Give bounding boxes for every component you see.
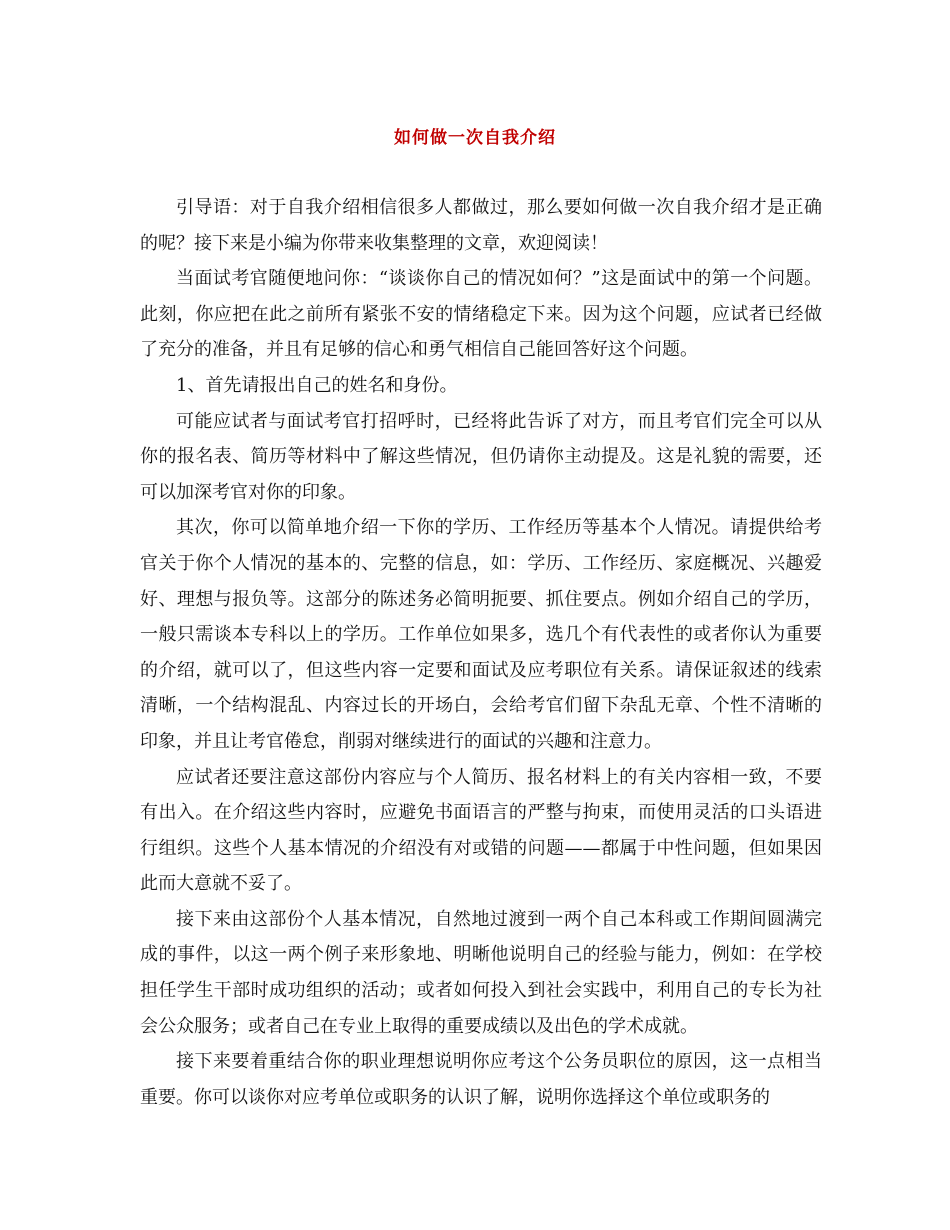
paragraph-motivation: 接下来要着重结合你的职业理想说明你应考这个公务员职位的原因，这一点相当重要。你可以谈你对应考单位或职务的认识了解，说明你选择这个单位或职务的 — [140, 1051, 822, 1108]
document-body — [140, 190, 822, 1115]
paragraph-examples: 接下来由这部份个人基本情况，自然地过渡到一两个自己本科或工作期间圆满完成的事件，以这一两个例子来形象地、明晰他说明自己的经验与能力，例如：在学校担任学生干部时成功组织的活动；或者如何投入到社会实践中，利用自己的专长为社会公众服务；或者自己在专业上取得的重要成绩以及出色的学术成就。 — [140, 908, 822, 1037]
document-title: 如何做一次自我介绍 — [394, 128, 556, 148]
paragraph-consistency: 应试者还要注意这部份内容应与个人简历、报名材料上的有关内容相一致，不要有出入。在介绍这些内容时，应避免书面语言的严整与拘束，而使用灵活的口头语进行组织。这些个人基本情况的介绍没有对或错的问题——都属于中性问题，但如果因此而大意就不妥了。 — [140, 766, 822, 895]
paragraph-greeting: 可能应试者与面试考官打招呼时，已经将此告诉了对方，而且考官们完全可以从你的报名表、简历等材料中了解这些情况，但仍请你主动提及。这是礼貌的需要，还可以加深考官对你的印象。 — [140, 410, 822, 503]
paragraph-first-question: 当面试考官随便地问你：“谈谈你自己的情况如何？”这是面试中的第一个问题。此刻，你应把在此之前所有紧张不安的情绪稳定下来。因为这个问题，应试者已经做了充分的准备，并且有足够的信心和勇气相信自己能回答好这个问题。 — [140, 268, 822, 361]
paragraph-background: 其次，你可以简单地介绍一下你的学历、工作经历等基本个人情况。请提供给考官关于你个人情况的基本的、完整的信息，如：学历、工作经历、家庭概况、兴趣爱好、理想与报负等。这部分的陈述务必简明扼要、抓住要点。例如介绍自己的学历，一般只需谈本专科以上的学历。工作单位如果多，选几个有代表性的或者你认为重要的介绍，就可以了，但这些内容一定要和面试及应考职位有关系。请保证叙述的线索清晰，一个结构混乱、内容过长的开场白，会给考官们留下杂乱无章、个性不清晰的印象，并且让考官倦怠，削弱对继续进行的面试的兴趣和注意力。 — [140, 517, 822, 752]
paragraph-intro: 引导语：对于自我介绍相信很多人都做过，那么要如何做一次自我介绍才是正确的呢？接下来是小编为你带来收集整理的文章，欢迎阅读！ — [140, 197, 822, 254]
paragraph-step-one: 1、首先请报出自己的姓名和身份。 — [176, 374, 458, 396]
